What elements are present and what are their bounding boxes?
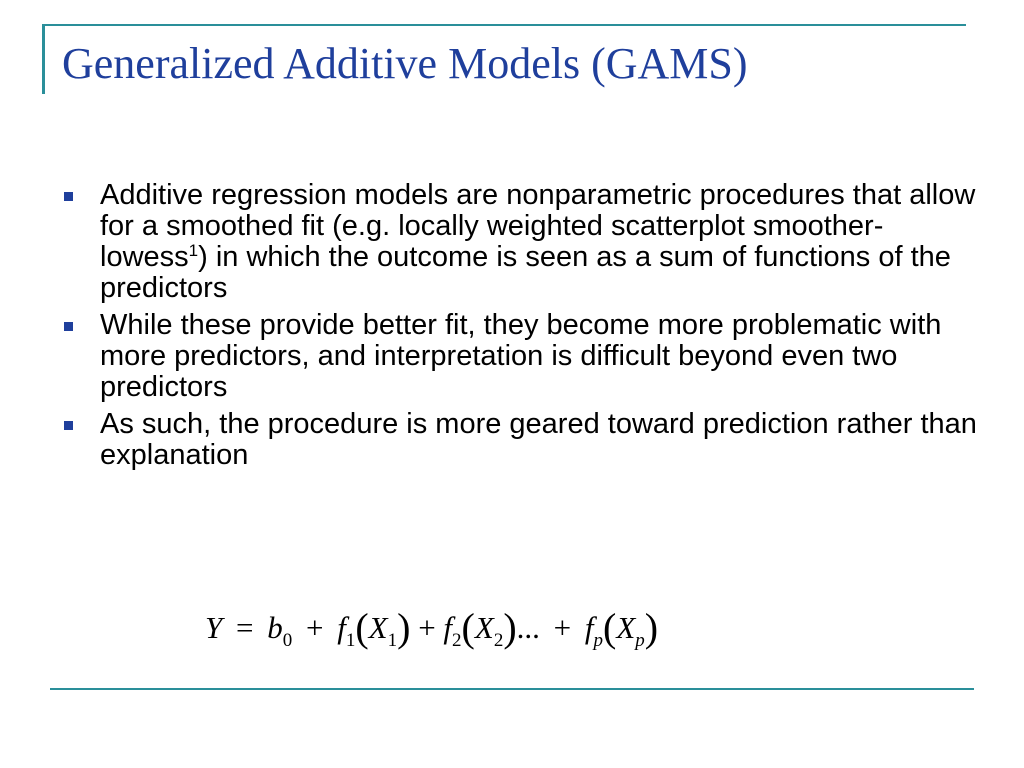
equation-equals: = <box>236 610 254 645</box>
bullet-list <box>60 180 980 477</box>
bullet-text: Additive regression models are nonparametric procedures that allow for a smoothed fit (e.g. locally weighted scatterplot smoother- lowess <box>100 179 976 273</box>
footnote-marker: 1 <box>188 241 199 260</box>
equation-plus: + <box>418 610 436 645</box>
equation-plus: + <box>553 610 572 645</box>
equation-lparen: ( <box>461 605 475 650</box>
equation-x1-sub: 1 <box>387 630 398 651</box>
equation-rparen: ) <box>503 605 517 650</box>
equation-fp-sub: p <box>593 630 603 651</box>
square-bullet-icon <box>64 192 73 201</box>
equation-y: Y <box>205 610 223 645</box>
equation-rparen: ) <box>397 605 411 650</box>
equation-b: b <box>267 610 283 645</box>
gam-equation <box>205 604 658 651</box>
bullet-text: While these provide better fit, they become more problematic with more predictors, and interpretation is difficult beyond even two predictors <box>100 309 942 403</box>
equation-rparen: ) <box>644 605 659 650</box>
equation-x2-sub: 2 <box>493 630 504 651</box>
equation-lparen: ( <box>355 605 369 650</box>
bottom-divider <box>50 688 974 690</box>
equation-f2: f <box>443 610 453 645</box>
equation-x2: X <box>474 610 494 645</box>
equation-xp-sub: p <box>635 630 645 651</box>
square-bullet-icon <box>64 322 73 331</box>
equation-ellipsis: ... <box>516 610 540 645</box>
bullet-item <box>60 409 980 471</box>
slide-title: Generalized Additive Models (GAMS) <box>62 39 748 88</box>
equation-lparen: ( <box>603 605 617 650</box>
equation-fp: f <box>584 610 594 645</box>
bullet-text: As such, the procedure is more geared toward prediction rather than explanation <box>100 408 977 471</box>
equation-x1: X <box>368 610 388 645</box>
equation-f1: f <box>337 610 346 645</box>
bullet-item <box>60 310 980 403</box>
bullet-text-continued: ) in which the outcome is seen as a sum of functions of the predictors <box>100 241 951 304</box>
title-accent-bar <box>42 26 45 94</box>
equation-f2-sub: 2 <box>452 630 462 651</box>
equation-plus: + <box>305 610 324 645</box>
square-bullet-icon <box>64 421 73 430</box>
bullet-item <box>60 180 980 304</box>
equation-f1-sub: 1 <box>345 630 356 651</box>
equation-xp: X <box>616 610 636 645</box>
equation-b-sub: 0 <box>282 630 293 651</box>
top-divider <box>42 24 966 26</box>
